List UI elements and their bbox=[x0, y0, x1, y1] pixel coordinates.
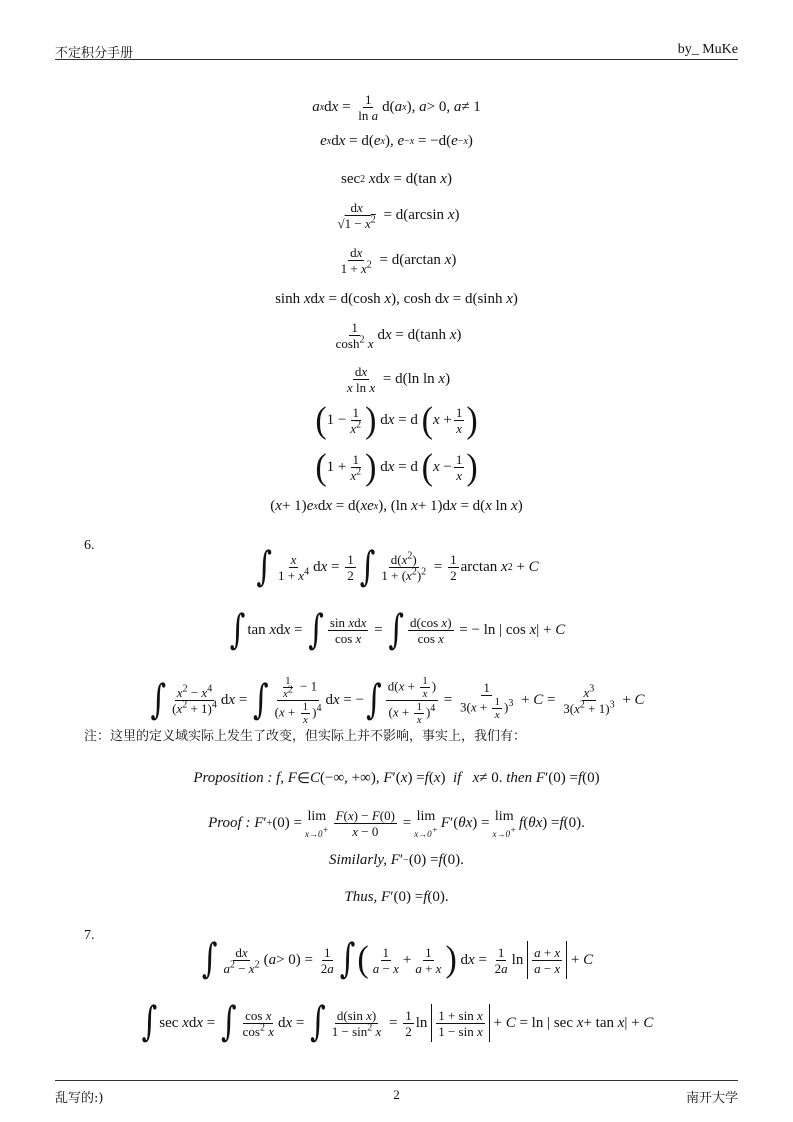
equation: ∫ sec x d x = ∫ cos x $\cos^2 x$ d x = ∫ d(sin x) $1 - \sin^2 x$ = 1 2 ln 1 + sin x 1 − sin x + C = ln | sec x + tan x | + C bbox=[141, 998, 654, 1046]
similarly-label: Similarly, bbox=[329, 852, 387, 868]
proof-label: Proof : bbox=[208, 815, 251, 831]
equation: ( x + 1) e x d x = d( xe x ), (ln x + 1)d x = d( x ln x ) bbox=[270, 498, 523, 514]
equation: ( 1 + 1 $x^2$ ) d x = d ( x − 1 x ) bbox=[315, 446, 478, 488]
equation: a x d x = 1 ln a d( a x ), a > 0, a ≠ 1 bbox=[312, 92, 481, 123]
equation: ∫ $x^2 - x^4$ $(x^2 + 1)^4$ d x = ∫ $\frac{1}{x2}$ − 1 (x + $\frac{1}{x}$ )$^4$ d x = − ∫ d(x + $\frac{1}{x}$ ) (x + $\frac{1}{x}$ )$^4$ = 1 3(x + $\frac{1}{x}$ )$^3$ + C = $x^3$ $3(x^2 + 1)^3$ + C bbox=[150, 675, 645, 726]
equation: ∫ dx $a^2 - x^2$ ( a > 0) = 1 2a ∫ ( 1 a − x + 1 a + x ) d x = 1 2a ln a + x a − x + C bbox=[201, 935, 594, 983]
note-text: 注：这里的定义域实际上发生了改变，但实际上并不影响，事实上，我们有： bbox=[84, 729, 527, 744]
section-number: 7. bbox=[84, 928, 95, 943]
equation: Proposition : f , F ∈ C (−∞, +∞), F ′( x ) = f ( x ) if x ≠ 0. then F ′(0) = f (0) bbox=[193, 770, 600, 787]
equation: ∫ x $1 + x^4$ d x = 1 2 ∫ $d(x^2)$ $1 + (x^2)^2$ = 1 2 arctan x 2 + C bbox=[256, 543, 539, 591]
header-author: by_ MuKe bbox=[677, 42, 738, 57]
thus-label: Thus, bbox=[344, 889, 378, 905]
equation: sinh x d x = d(cosh x ), cosh d x = d(sinh x ) bbox=[275, 291, 518, 307]
page-footer bbox=[55, 1080, 738, 1105]
equation: e x d x = d( e x ), e −x = −d( e −x ) bbox=[320, 133, 473, 149]
equation: dx x ln x = d(ln ln x ) bbox=[346, 364, 451, 395]
equation: 1 $\cosh^2 x$ d x = d(tanh x ) bbox=[335, 320, 462, 351]
equation: ( 1 − 1 $x^2$ ) d x = d ( x + 1 x ) bbox=[315, 399, 478, 441]
equation: Similarly, F ′ − (0) = f (0). bbox=[329, 852, 464, 868]
equation: sec 2 x d x = d(tan x ) bbox=[341, 171, 452, 187]
header-title: 不定积分手册 bbox=[55, 46, 134, 61]
footer-note: 乱写的:) bbox=[55, 1091, 104, 1106]
equation: Thus, F ′(0) = f (0). bbox=[344, 889, 449, 905]
equation: dx $1 + x^2$ = d(arctan x ) bbox=[340, 245, 457, 276]
equation: ∫ tan x d x = ∫ sin xdx cos x = ∫ d(cos x) cos x = − ln | cos x | + C bbox=[229, 606, 566, 654]
footer-institution: 南开大学 bbox=[685, 1091, 738, 1106]
equation: dx $√1 - x^2$ = d(arcsin x ) bbox=[337, 200, 460, 231]
page-number: 2 bbox=[393, 1087, 400, 1102]
section-number: 6. bbox=[84, 538, 95, 553]
proposition-label: Proposition : bbox=[193, 770, 273, 786]
equation: Proof : F ′ + (0) = lim x→0+ $\frac{F(x) - F(0)}{x - 0}$ = lim x→0+ F ′( θx ) = lim x→0+ f ( θx ) = f (0). bbox=[208, 808, 585, 839]
page-header bbox=[55, 40, 738, 60]
